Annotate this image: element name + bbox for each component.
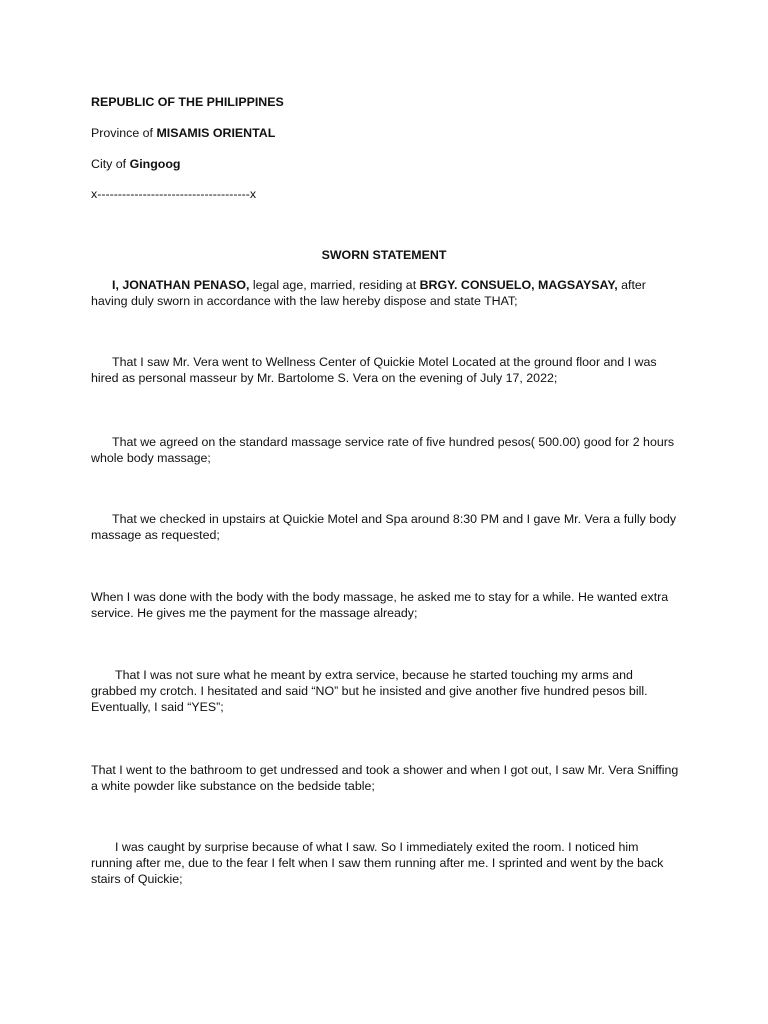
province-prefix: Province of bbox=[91, 126, 157, 140]
affiant-name: I, JONATHAN PENASO, bbox=[112, 278, 250, 292]
statement-paragraph-4: When I was done with the body with the body massage, he asked me to stay for a while. He wanted extra service. He gives me the payment for the massage already; bbox=[91, 590, 669, 620]
intro-paragraph bbox=[91, 277, 681, 309]
city-name: Gingoog bbox=[129, 157, 181, 171]
statement-paragraph-7: I was caught by surprise because of what I saw. So I immediately exited the room. I noticed him running after me, due to the fear I felt when I saw them running after me. I sprinted and went by the back stairs of Quickie; bbox=[91, 840, 664, 886]
separator-line: x-------------------------------------x bbox=[91, 187, 257, 201]
statement-paragraph-5: That I was not sure what he meant by extra service, because he started touching my arms and grabbed my crotch. I hesitated and said “NO” but he insisted and give another five hundred pesos bill. Eventually, I said “YES”; bbox=[91, 668, 648, 714]
intro-text-2: after having duly sworn in accordance with the law hereby dispose and state THAT; bbox=[91, 278, 646, 308]
city-line bbox=[91, 156, 181, 172]
affiant-address: BRGY. CONSUELO, MAGSAYSAY, bbox=[419, 278, 618, 292]
statement-paragraph-1: That I saw Mr. Vera went to Wellness Center of Quickie Motel Located at the ground floor and I was hired as personal masseur by Mr. Bartolome S. Vera on the evening of July 17, 2022; bbox=[91, 355, 657, 385]
city-prefix: City of bbox=[91, 157, 130, 171]
republic-heading: REPUBLIC OF THE PHILIPPINES bbox=[91, 95, 284, 109]
statement-paragraph-3: That we checked in upstairs at Quickie Motel and Spa around 8:30 PM and I gave Mr. Vera a fully body massage as requested; bbox=[91, 512, 677, 542]
statement-paragraph-6: That I went to the bathroom to get undressed and took a shower and when I got out, I saw Mr. Vera Sniffing a white powder like substance on the bedside table; bbox=[91, 763, 679, 793]
statement-paragraph-2: That we agreed on the standard massage service rate of five hundred pesos( 500.00) good for 2 hours whole body massage; bbox=[91, 435, 675, 465]
province-line bbox=[91, 125, 275, 141]
document-title: SWORN STATEMENT bbox=[321, 248, 447, 262]
province-name: MISAMIS ORIENTAL bbox=[156, 126, 276, 140]
intro-text-1: legal age, married, residing at bbox=[249, 278, 420, 292]
